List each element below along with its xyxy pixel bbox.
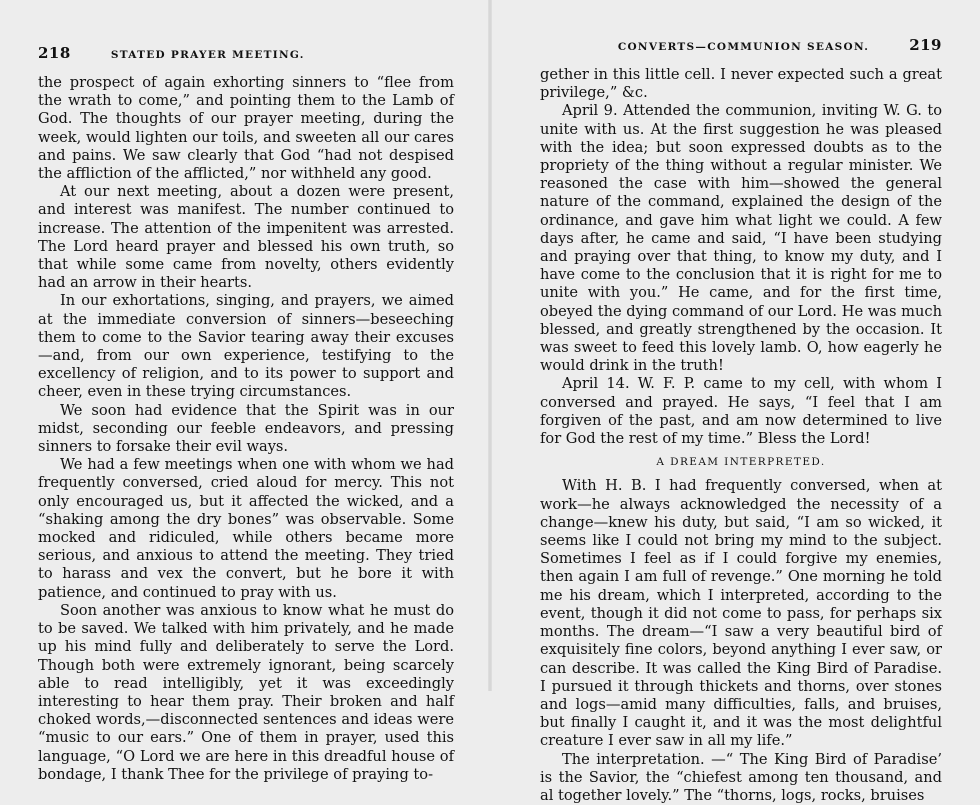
right-page [490,0,980,804]
paragraph: gether in this little cell. I never expected such a great privilege,” &c. [540,66,942,102]
running-title: CONVERTS—COMMUNION SEASON. [617,41,870,53]
page-number: 218 [38,44,71,62]
paragraph: With H. B. I had frequently conversed, when at work—he always acknowledged the necessity of a change—knew his duty, but said, “I am so wicked, it seems like I could not bring my mind to the subject. Sometimes I feel as if I could forgive my enemies, then again I am full of revenge.” One morning he told me his dream, which I interpreted, according to the event, though it did not come to pass, for perhaps six months. The dream—“I saw a very beautiful bird of exquisitely fine colors, beyond anything I ever saw, or can describe. It was called the King Bird of Paradise. I pursued it through thickets and thorns, over stones and logs—amid many difficulties, falls, and bruises, but finally I caught it, and it was the most delightful creature I ever saw in all my life.” [540,477,942,750]
left-page-body [38,74,454,784]
left-page-header [38,44,454,68]
paragraph: We had a few meetings when one with whom we had frequently conversed, cried aloud for mercy. This not only encouraged us, but it affected the wicked, and a “shaking among the dry bones” was observable. Some mocked and ridiculed, while others became more serious, and anxious to attend the meeting. They tried to harass and vex the convert, but he bore it with patience, and continued to pray with us. [38,456,454,601]
paragraph: April 9. Attended the communion, inviting W. G. to unite with us. At the first suggestion he was pleased with the idea; but soon expressed doubts as to the propriety of the thing without a regular minister. We reasoned the case with him—showed the general nature of the command, explained the design of the ordinance, and gave him what light we could. A few days after, he came and said, “I have been studying and praying over that thing, to know my duty, and I have come to the conclusion that it is right for me to unite with you.” He came, and for the first time, obeyed the dying command of our Lord. He was much blessed, and greatly strengthened by the occasion. It was sweet to feed this lovely lamb. O, how eagerly he would drink in the truth! [540,102,942,375]
paragraph: At our next meeting, about a dozen were present, and interest was manifest. The number continued to increase. The attention of the impenitent was arrested. The Lord heard prayer and blessed his own truth, so that while some came from novelty, others evidently had an arrow in their hearts. [38,183,454,292]
right-page-body [540,66,942,805]
right-page-header [540,36,942,60]
paragraph: We soon had evidence that the Spirit was in our midst, seconding our feeble endeavors, and pressing sinners to forsake their evil ways. [38,401,454,456]
paragraph: Soon another was anxious to know what he must do to be saved. We talked with him privately, and he made up his mind fully and deliberately to serve the Lord. Though both were extremely ignorant, being scarcely able to read intelligibly, yet it was exceedingly interesting to hear them pray. Their broken and half choked words,—disconnected sentences and ideas were “music to our ears.” One of them in prayer, used this language, “O Lord we are here in this dreadful house of bondage, I thank Thee for the privilege of praying to- [38,601,454,783]
left-page [0,0,490,783]
paragraph: April 14. W. F. P. came to my cell, with whom I conversed and prayed. He says, “I feel that I am forgiven of the past, and am now determined to live for God the rest of my time.” Bless the Lord! [540,375,942,448]
paragraph: The interpretation. —“ The King Bird of Paradise’ is the Savior, the “chiefest among ten thousand, and al together lovely.” The “thorns, logs, rocks, bruises [540,750,942,804]
paragraph: In our exhortations, singing, and prayers, we aimed at the immediate conversion of sinners—beseeching them to come to the Savior tearing away their excuses—and, from our own experience, testifying to the excellency of religion, and to its power to support and cheer, even in these trying circumstances. [38,292,454,401]
section-heading: A DREAM INTERPRETED. [656,456,826,469]
running-title: STATED PRAYER MEETING. [110,49,305,61]
paragraph: the prospect of again exhorting sinners to “flee from the wrath to come,” and pointing them to the Lamb of God. The thoughts of our prayer meeting, during the week, would lighten our toils, and sweeten all our cares and pains. We saw clearly that God “had not despised the affliction of the afflicted,” nor withheld any good. [38,74,454,183]
page-number: 219 [909,36,942,54]
